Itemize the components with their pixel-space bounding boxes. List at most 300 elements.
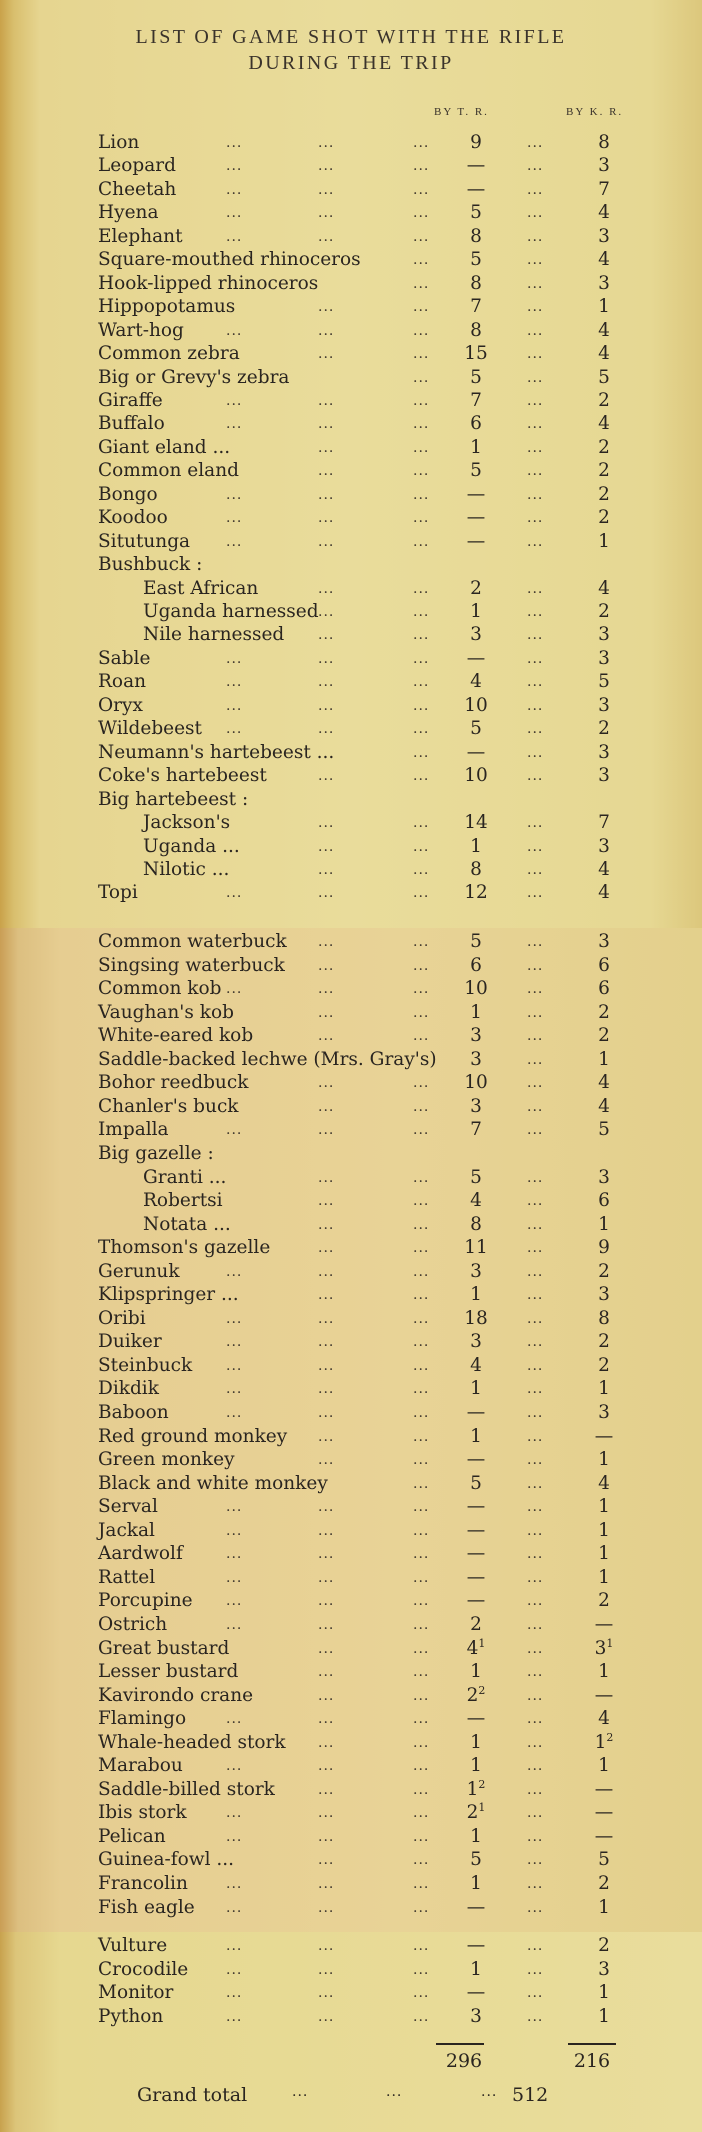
leader-dots: ... [318, 487, 335, 503]
footnote-mark: 2 [478, 1778, 486, 1791]
count-k-r-value: 5 [598, 1849, 610, 1870]
count-t-r [440, 1354, 512, 1378]
count-t-r-value: — [466, 1449, 486, 1470]
table-row [0, 1001, 702, 1025]
count-t-r [440, 1660, 512, 1684]
leader-dots: ... [527, 1170, 544, 1186]
count-t-r [440, 1236, 512, 1260]
count-k-r-value: 3 [598, 155, 610, 176]
count-t-r [440, 694, 512, 718]
count-t-r-value: 5 [470, 1167, 482, 1188]
count-t-r-value: 5 [470, 367, 482, 388]
count-t-r-value: — [466, 1935, 486, 1956]
leader-dots: ... [318, 1641, 335, 1657]
game-name: Sable [98, 648, 151, 669]
leader-dots: ... [226, 1900, 243, 1916]
count-t-r-value: 1 [470, 1284, 482, 1305]
count-k-r-value: 4 [598, 320, 610, 341]
game-name: Pelican [98, 1826, 166, 1847]
count-k-r-value: 2 [598, 1002, 610, 1023]
game-name: Neumann's hartebeest ... [98, 742, 335, 763]
leader-dots: ... [318, 1170, 335, 1186]
leader-dots: ... [318, 1287, 335, 1303]
leader-dots: ... [226, 651, 243, 667]
leader-dots: ... [527, 1829, 544, 1845]
table-row [0, 553, 702, 577]
leader-dots: ... [226, 1334, 243, 1350]
count-t-r [440, 506, 512, 530]
table-row [0, 1613, 702, 1637]
leader-dots: ... [413, 1688, 430, 1704]
leader-dots: ... [527, 1499, 544, 1515]
count-k-r [568, 1981, 640, 2005]
game-name: Topi [98, 882, 138, 903]
game-name: Notata ... [143, 1214, 231, 1235]
leader-dots: ... [413, 299, 430, 315]
count-k-r-value: 8 [598, 132, 610, 153]
table-row [0, 1778, 702, 1802]
leader-dots: ... [413, 768, 430, 784]
leader-dots: ... [413, 1782, 430, 1798]
count-t-r-value: 1 [470, 836, 482, 857]
count-t-r [440, 954, 512, 978]
count-k-r [568, 741, 640, 765]
leader-dots: ... [226, 1758, 243, 1774]
count-t-r-value: — [466, 1590, 486, 1611]
game-name: Oribi [98, 1308, 146, 1329]
table-row [0, 248, 702, 272]
count-t-r [440, 154, 512, 178]
leader-dots: ... [413, 463, 430, 479]
count-t-r [440, 1958, 512, 1982]
count-t-r [440, 1024, 512, 1048]
count-k-r-value: 4 [598, 882, 610, 903]
leader-dots: ... [527, 934, 544, 950]
leader-dots: ... [318, 1782, 335, 1798]
count-t-r-value: — [466, 1402, 486, 1423]
count-k-r [568, 1754, 640, 1778]
leader-dots: ... [413, 1985, 430, 2001]
table-row [0, 694, 702, 718]
count-t-r-value: 7 [470, 296, 482, 317]
count-t-r-value: 1 [470, 1873, 482, 1894]
count-t-r-value: — [466, 1496, 486, 1517]
table-row [0, 670, 702, 694]
leader-dots: ... [413, 393, 430, 409]
leader-dots: ... [226, 1264, 243, 1280]
game-name: Ostrich [98, 1614, 168, 1635]
count-t-r [440, 201, 512, 225]
game-name: Hook-lipped rhinoceros [98, 273, 319, 294]
count-t-r-value: — [466, 155, 486, 176]
count-t-r [440, 623, 512, 647]
column-header-t-r: BY T. R. [434, 106, 489, 118]
game-name: Granti ... [143, 1167, 227, 1188]
count-t-r-value: 5 [470, 1473, 482, 1494]
leader-dots: ... [318, 1099, 335, 1115]
count-k-r-value: — [594, 1685, 614, 1706]
leader-dots: ... [226, 1381, 243, 1397]
leader-dots: ... [318, 534, 335, 550]
leader-dots: ... [226, 1122, 243, 1138]
leader-dots: ... [527, 1358, 544, 1374]
count-t-r [440, 1472, 512, 1496]
count-k-r [568, 954, 640, 978]
leader-dots: ... [318, 698, 335, 714]
count-t-r-value: 5 [470, 460, 482, 481]
table-row [0, 1896, 702, 1920]
table-row [0, 1213, 702, 1237]
leader-dots: ... [226, 393, 243, 409]
leader-dots: ... [413, 1938, 430, 1954]
count-k-r-value: 1 [598, 1449, 610, 1470]
leader-dots: ... [527, 981, 544, 997]
count-k-r [568, 1731, 640, 1755]
leader-dots: ... [226, 1546, 243, 1562]
leader-dots: ... [413, 158, 430, 174]
table-row [0, 1637, 702, 1661]
leader-dots: ... [318, 1028, 335, 1044]
table-row [0, 459, 702, 483]
leader-dots: ... [527, 276, 544, 292]
footnote-mark: 2 [606, 1731, 614, 1744]
count-t-r [440, 1071, 512, 1095]
count-t-r-value: 2 [466, 1685, 479, 1706]
leader-dots: ... [318, 205, 335, 221]
count-k-r-value: 1 [598, 1520, 610, 1541]
game-name: White-eared kob [98, 1025, 254, 1046]
count-k-r-value: 2 [598, 1331, 610, 1352]
game-name: Dikdik [98, 1378, 159, 1399]
count-t-r-value: 8 [470, 859, 482, 880]
count-k-r [568, 295, 640, 319]
leader-dots: ... [413, 1805, 430, 1821]
count-k-r [568, 811, 640, 835]
count-t-r-value: — [466, 1708, 486, 1729]
count-k-r [568, 272, 640, 296]
leader-dots: ... [527, 393, 544, 409]
table-row [0, 436, 702, 460]
count-k-r [568, 764, 640, 788]
table-row [0, 764, 702, 788]
table-row [0, 295, 702, 319]
game-name: Oryx [98, 695, 143, 716]
count-k-r-value: 1 [598, 1567, 610, 1588]
count-t-r-value: 14 [464, 812, 488, 833]
game-name: Lesser bustard [98, 1661, 239, 1682]
count-k-r-value: 6 [598, 978, 610, 999]
count-t-r [440, 1189, 512, 1213]
table-row [0, 178, 702, 202]
leader-dots: ... [527, 674, 544, 690]
count-t-r-value: 2 [470, 1614, 482, 1635]
leader-dots: ... [226, 1405, 243, 1421]
leader-dots: ... [413, 651, 430, 667]
count-t-r [440, 1896, 512, 1920]
leader-dots: ... [527, 1429, 544, 1445]
table-row [0, 1848, 702, 1872]
count-k-r-value: 4 [598, 249, 610, 270]
leader-dots: ... [318, 1193, 335, 1209]
leader-dots: ... [226, 1962, 243, 1978]
table-row [0, 1981, 702, 2005]
game-name: Robertsi [143, 1190, 223, 1211]
leader-dots: ... [413, 1735, 430, 1751]
count-t-r-value: 4 [470, 1190, 482, 1211]
count-t-r [440, 1589, 512, 1613]
count-k-r-value: 3 [598, 648, 610, 669]
game-name: Common eland [98, 460, 239, 481]
count-t-r-value: 1 [470, 1732, 482, 1753]
count-t-r [440, 977, 512, 1001]
leader-dots: ... [413, 1570, 430, 1586]
leader-dots: ... [527, 229, 544, 245]
count-k-r [568, 1778, 640, 1802]
count-t-r-value: 9 [470, 132, 482, 153]
count-k-r [568, 1377, 640, 1401]
count-t-r-value: — [466, 531, 486, 552]
count-k-r-value: 4 [598, 343, 610, 364]
table-row [0, 1958, 702, 1982]
count-t-r [440, 647, 512, 671]
count-k-r [568, 1307, 640, 1331]
count-k-r [568, 2005, 640, 2029]
count-k-r-value: 5 [598, 367, 610, 388]
table-row [0, 835, 702, 859]
leader-dots: ... [318, 604, 335, 620]
count-t-r [440, 1519, 512, 1543]
count-k-r-value: 3 [598, 624, 610, 645]
count-k-r-value: 3 [598, 695, 610, 716]
leader-dots: ... [413, 487, 430, 503]
leader-dots: ... [413, 674, 430, 690]
count-t-r [440, 1330, 512, 1354]
count-k-r-value: 1 [598, 1049, 610, 1070]
table-row [0, 1425, 702, 1449]
game-name: Great bustard [98, 1638, 230, 1659]
count-t-r [440, 131, 512, 155]
count-k-r [568, 1848, 640, 1872]
count-t-r [440, 858, 512, 882]
leader-dots: ... [527, 839, 544, 855]
count-t-r-value: — [466, 179, 486, 200]
count-k-r [568, 1613, 640, 1637]
leader-dots: ... [413, 229, 430, 245]
table-row [0, 1189, 702, 1213]
leader-dots: ... [527, 1593, 544, 1609]
count-k-r-value: 1 [598, 1897, 610, 1918]
count-k-r-value: — [594, 1826, 614, 1847]
count-k-r [568, 1189, 640, 1213]
leader-dots: ... [527, 1852, 544, 1868]
count-t-r-value: 8 [470, 273, 482, 294]
count-t-r [440, 1566, 512, 1590]
game-name: Common zebra [98, 343, 240, 364]
leader-dots: ... [413, 958, 430, 974]
count-t-r [440, 881, 512, 905]
count-t-r [440, 530, 512, 554]
count-t-r-value: — [466, 648, 486, 669]
leader-dots: ... [318, 1852, 335, 1868]
count-t-r-value: 5 [470, 1849, 482, 1870]
leader-dots: ... [318, 581, 335, 597]
leader-dots: ... [413, 1499, 430, 1515]
leader-dots: ... [226, 698, 243, 714]
total-t-r: 296 [445, 2050, 483, 2072]
table-row [0, 1825, 702, 1849]
leader-dots: ... [527, 1758, 544, 1774]
leader-dots: ... [527, 1641, 544, 1657]
game-name: Wart-hog [98, 320, 184, 341]
leader-dots: ... [413, 135, 430, 151]
total-rule-t-r [436, 2043, 484, 2045]
count-t-r [440, 1377, 512, 1401]
leader-dots: ... [527, 463, 544, 479]
count-t-r [440, 1542, 512, 1566]
table-row [0, 483, 702, 507]
leader-dots: ... [318, 182, 335, 198]
count-t-r [440, 741, 512, 765]
leader-dots: ... [527, 1688, 544, 1704]
leader-dots: ... [413, 604, 430, 620]
count-k-r-value: 2 [598, 1355, 610, 1376]
leader-dots: ... [318, 1985, 335, 2001]
table-row [0, 1118, 702, 1142]
game-name: Duiker [98, 1331, 162, 1352]
game-name: Black and white monkey [98, 1473, 328, 1494]
leader-dots: ... [481, 2084, 498, 2100]
leader-dots: ... [527, 346, 544, 362]
count-t-r-value: 3 [470, 1261, 482, 1282]
count-k-r-value: — [594, 1802, 614, 1823]
count-k-r [568, 1495, 640, 1519]
count-k-r-value: 1 [598, 296, 610, 317]
leader-dots: ... [318, 839, 335, 855]
table-row [0, 1401, 702, 1425]
leader-dots: ... [318, 463, 335, 479]
count-k-r [568, 1425, 640, 1449]
game-name: Nile harnessed [143, 624, 285, 645]
game-name: Roan [98, 671, 147, 692]
leader-dots: ... [413, 2009, 430, 2025]
table-row [0, 1589, 702, 1613]
leader-dots: ... [527, 1075, 544, 1091]
leader-dots: ... [318, 1429, 335, 1445]
game-name: Chanler's buck [98, 1096, 239, 1117]
count-t-r [440, 1872, 512, 1896]
leader-dots: ... [413, 1711, 430, 1727]
game-name: East African [143, 578, 259, 599]
count-k-r [568, 600, 640, 624]
count-t-r [440, 2005, 512, 2029]
count-t-r-value: 5 [470, 202, 482, 223]
game-name: Rattel [98, 1567, 156, 1588]
count-k-r-value: 1 [598, 531, 610, 552]
leader-dots: ... [413, 862, 430, 878]
leader-dots: ... [527, 1311, 544, 1327]
game-name: Hyena [98, 202, 159, 223]
leader-dots: ... [527, 1028, 544, 1044]
count-t-r [440, 248, 512, 272]
count-t-r-value: 3 [470, 1096, 482, 1117]
count-t-r-value: 1 [470, 1661, 482, 1682]
count-t-r-value: 8 [470, 1214, 482, 1235]
leader-dots: ... [318, 1217, 335, 1233]
leader-dots: ... [226, 205, 243, 221]
count-t-r [440, 1848, 512, 1872]
leader-dots: ... [527, 1005, 544, 1021]
game-name: Big hartebeest : [98, 789, 249, 810]
leader-dots: ... [527, 698, 544, 714]
game-name: Ibis stork [98, 1802, 187, 1823]
table-row [0, 1024, 702, 1048]
leader-dots: ... [527, 745, 544, 761]
count-t-r-value: 6 [470, 413, 482, 434]
table-row [0, 201, 702, 225]
count-t-r-value: — [466, 484, 486, 505]
leader-dots: ... [226, 229, 243, 245]
table-row [0, 225, 702, 249]
game-name: Coke's hartebeest [98, 765, 267, 786]
count-t-r-value: 10 [464, 1072, 488, 1093]
leader-dots: ... [527, 416, 544, 432]
leader-dots: ... [413, 510, 430, 526]
leader-dots: ... [527, 1240, 544, 1256]
leader-dots: ... [413, 698, 430, 714]
leader-dots: ... [413, 815, 430, 831]
count-k-r [568, 1660, 640, 1684]
count-k-r [568, 225, 640, 249]
count-t-r [440, 1213, 512, 1237]
leader-dots: ... [527, 323, 544, 339]
leader-dots: ... [318, 1523, 335, 1539]
leader-dots: ... [413, 1829, 430, 1845]
count-t-r-value: 1 [466, 1779, 479, 1800]
table-row [0, 1071, 702, 1095]
count-t-r-value: 3 [470, 1331, 482, 1352]
footnote-mark: 1 [478, 1637, 486, 1650]
leader-dots: ... [318, 651, 335, 667]
count-k-r [568, 1236, 640, 1260]
count-t-r [440, 295, 512, 319]
leader-dots: ... [318, 393, 335, 409]
count-k-r-value: 4 [598, 1473, 610, 1494]
count-k-r-value: 4 [598, 859, 610, 880]
leader-dots: ... [413, 745, 430, 761]
game-name: Thomson's gazelle [98, 1237, 271, 1258]
table-row [0, 1166, 702, 1190]
count-k-r [568, 930, 640, 954]
table-row [0, 131, 702, 155]
count-k-r-value: 2 [598, 1590, 610, 1611]
leader-dots: ... [527, 581, 544, 597]
leader-dots: ... [226, 674, 243, 690]
count-k-r-value: 4 [598, 1072, 610, 1093]
leader-dots: ... [413, 839, 430, 855]
game-name: Uganda ... [143, 836, 240, 857]
count-k-r [568, 459, 640, 483]
leader-dots: ... [413, 1170, 430, 1186]
leader-dots: ... [413, 440, 430, 456]
leader-dots: ... [413, 346, 430, 362]
leader-dots: ... [413, 1381, 430, 1397]
game-name: Aardwolf [98, 1543, 183, 1564]
count-t-r [440, 1283, 512, 1307]
leader-dots: ... [413, 1240, 430, 1256]
leader-dots: ... [413, 1523, 430, 1539]
game-name: Impalla [98, 1119, 169, 1140]
leader-dots: ... [318, 1570, 335, 1586]
